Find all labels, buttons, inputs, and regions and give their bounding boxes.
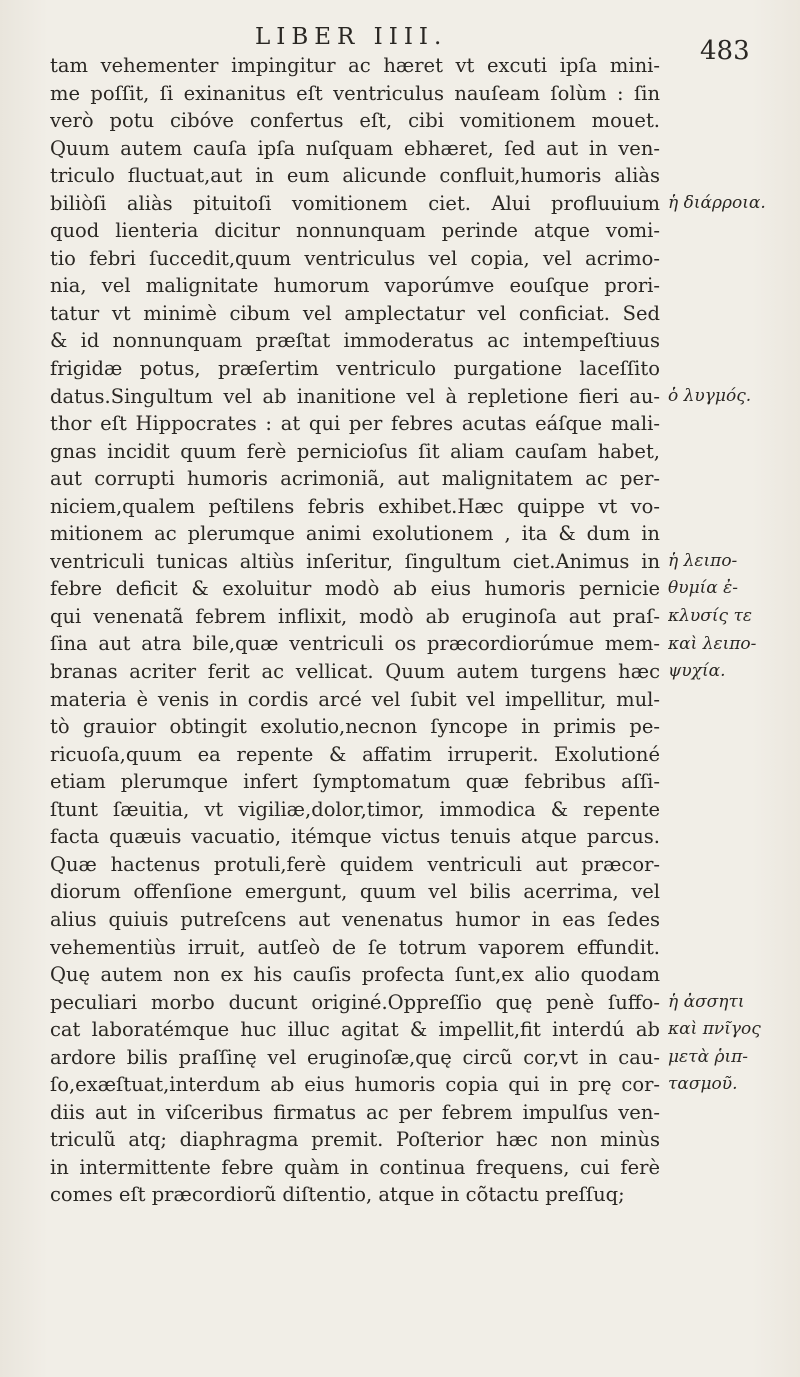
text-line: gnas incidit quum ferè pernicioſus ſit aliam cauſam habet, — [50, 439, 660, 463]
text-line: ventriculi tunicas altiùs inſeritur, ſingultum ciet.Animus in — [50, 549, 660, 573]
text-line: nia, vel malignitate humorum vaporúmve eouſque prori- — [50, 274, 660, 298]
text-line: branas acriter ferit ac vellicat. Quum autem turgens hæc — [50, 660, 660, 684]
text-line: mitionem ac plerumque animi exolutionem , ita & dum in — [50, 522, 660, 546]
text-line: cat laboratémque huc illuc agitat & impellit,fit interdú ab — [50, 1018, 660, 1042]
marginal-note: θυμία ἐ- — [668, 578, 739, 599]
marginal-note: ἡ διάρροια. — [668, 192, 766, 213]
marginal-note: ἡ ἀσσητι — [668, 991, 745, 1012]
text-line: facta quæuis vacuatio, itémque victus tenuis atque parcus. — [50, 825, 660, 849]
text-line: triculo fluctuat,aut in eum alicunde confluit,humoris aliàs — [50, 164, 660, 188]
text-line: ardore bilis praſſinę vel eruginoſæ,quę circũ cor,vt in cau- — [50, 1045, 660, 1069]
text-line: tatur vt minimè cibum vel amplectatur vel conficiat. Sed — [50, 301, 660, 325]
text-line: tam vehementer impingitur ac hæret vt excuti ipſa mini- — [50, 54, 660, 77]
text-line: quod lienteria dicitur nonnunquam perinde atque vomi- — [50, 219, 660, 243]
text-line: frigidæ potus, præſertim ventriculo purgatione laceſſito — [50, 357, 660, 381]
text-line: me poſſit, ſi exinanitus eſt ventriculus nauſeam ſolùm : ſin — [50, 81, 660, 105]
text-line: verò potu cibóve confertus eſt, cibi vomitionem mouet. — [50, 109, 660, 133]
text-line: ſtunt ſæuitia, vt vigiliæ,dolor,timor, immodica & repente — [50, 797, 660, 821]
text-line: comes eſt præcordiorũ diſtentio, atque in cõtactu preſſuq; — [50, 1183, 625, 1207]
text-line: materia è venis in cordis arcé vel ſubit vel impellitur, mul- — [50, 687, 660, 711]
page-number: 483 — [700, 36, 750, 66]
text-line: febre deficit & exoluitur modò ab eius humoris pernicie — [50, 577, 660, 601]
marginal-note: ἡ λειπο- — [668, 550, 738, 571]
marginal-note: τασμοῦ. — [668, 1074, 738, 1095]
marginal-note: μετὰ ῥιπ- — [668, 1046, 749, 1067]
marginal-note: καὶ λειπο- — [668, 633, 757, 654]
body-text — [50, 52, 660, 1209]
text-line: triculũ atq; diaphragma premit. Poſterior hæc non minùs — [50, 1128, 660, 1152]
marginal-note: κλυσίς τε — [668, 606, 752, 626]
text-line: alius quiuis putreſcens aut venenatus humor in eas ſedes — [50, 907, 660, 931]
text-line: Quæ hactenus protuli,ferè quidem ventriculi aut præcor- — [50, 852, 660, 876]
text-line: diorum offenſione emergunt, quum vel bilis acerrima, vel — [50, 880, 660, 904]
text-line: datus.Singultum vel ab inanitione vel à repletione fieri au- — [50, 384, 660, 408]
text-line: tio febri ſuccedit,quum ventriculus vel copia, vel acrimo- — [50, 246, 660, 270]
text-line: vehementiùs irruit, autſeò de ſe totrum vaporem effundit. — [50, 935, 660, 959]
text-line: ricuoſa,quum ea repente & affatim irruperit. Exolutioné — [50, 742, 660, 766]
text-line: ſina aut atra bile,quæ ventriculi os præcordiorúmue mem- — [50, 632, 660, 656]
marginal-note: καὶ πνῖγος — [668, 1019, 761, 1040]
text-line: thor eſt Hippocrates : at qui per febres acutas eáſque mali- — [50, 412, 660, 436]
text-line: aut corrupti humoris acrimoniã, aut malignitatem ac per- — [50, 467, 660, 491]
text-line: peculiari morbo ducunt originé.Oppreſſio quę penè ſuffo- — [50, 990, 660, 1014]
text-line: Quum autem cauſa ipſa nuſquam ebhæret, ſed aut in ven- — [50, 136, 660, 160]
text-line: ſo,exæſtuat,interdum ab eius humoris copia qui in prę cor- — [50, 1073, 660, 1097]
text-line: tò grauior obtingit exolutio,necnon ſyncope in primis pe- — [50, 715, 660, 739]
text-line: niciem,qualem peſtilens febris exhibet.Hæc quippe vt vo- — [50, 494, 660, 518]
text-line: qui venenatã febrem inflixit, modò ab eruginoſa aut praſ- — [50, 604, 660, 628]
text-line: in intermittente febre quàm in continua frequens, cui ferè — [50, 1155, 660, 1179]
text-line: & id nonnunquam præſtat immoderatus ac intempeſtiuus — [50, 329, 660, 353]
marginal-note: ψυχία. — [668, 661, 726, 682]
marginal-note: ὁ λυγμός. — [668, 385, 752, 406]
text-line: etiam plerumque infert ſymptomatum quæ febribus aſſi- — [50, 770, 660, 794]
text-line: Quę autem non ex his cauſis profecta ſunt,ex alio quodam — [50, 963, 660, 987]
text-line: diis aut in viſceribus firmatus ac per febrem impulſus ven- — [50, 1100, 660, 1124]
text-line: biliòſi aliàs pituitoſi vomitionem ciet. Alui profluuium — [50, 191, 660, 215]
running-head: LIBER IIII. — [255, 24, 448, 50]
